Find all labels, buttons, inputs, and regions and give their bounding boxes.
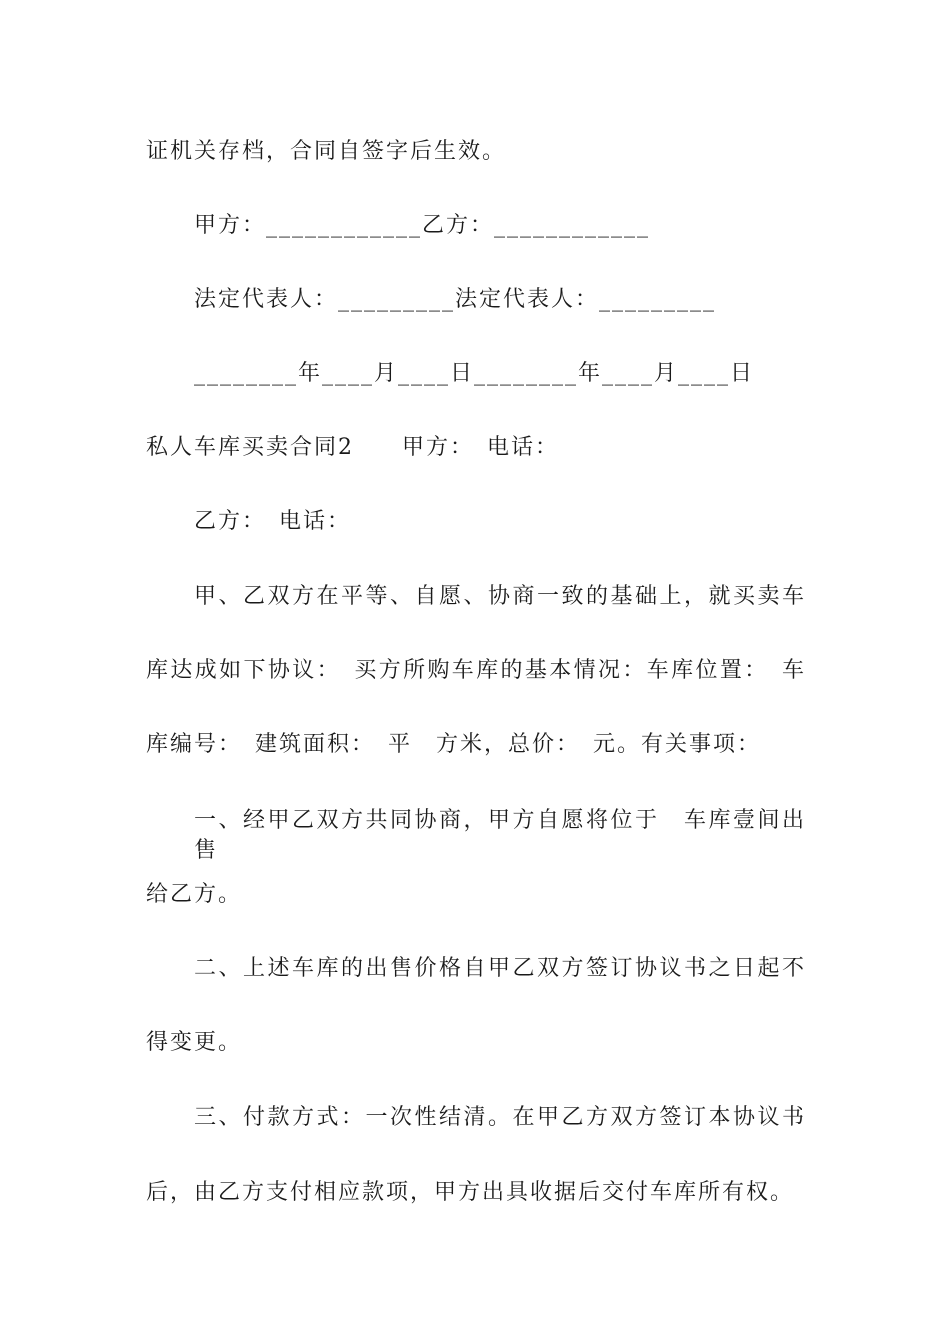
signature-representative-line: 法定代表人：_________法定代表人：_________	[194, 287, 717, 312]
signature-date-line: ________年____月____日________年____月____日	[194, 361, 755, 386]
paragraph-line: 库达成如下协议： 买方所购车库的基本情况：车库位置： 车	[146, 658, 806, 683]
paragraph-line: 甲、乙双方在平等、自愿、协商一致的基础上，就买卖车	[194, 584, 806, 609]
party-b-line: 乙方： 电话：	[194, 509, 352, 534]
clause-line: 后，由乙方支付相应款项，甲方出具收据后交付车库所有权。	[146, 1180, 795, 1205]
clause-line: 给乙方。	[146, 882, 243, 907]
contract-title-line: 私人车库买卖合同2 甲方： 电话：	[146, 435, 559, 460]
clause-line: 一、经甲乙双方共同协商，甲方自愿将位于 车库壹间出售	[194, 808, 806, 863]
paragraph-line: 证机关存档，合同自签字后生效。	[146, 139, 507, 164]
clause-line: 二、上述车库的出售价格自甲乙双方签订协议书之日起不	[194, 956, 806, 981]
signature-party-line: 甲方：____________乙方：____________	[194, 213, 651, 238]
paragraph-line: 库编号： 建筑面积： 平 方米，总价： 元。有关事项：	[146, 732, 762, 757]
clause-line: 三、付款方式：一次性结清。在甲乙方双方签订本协议书	[194, 1105, 806, 1130]
clause-line: 得变更。	[146, 1030, 243, 1055]
